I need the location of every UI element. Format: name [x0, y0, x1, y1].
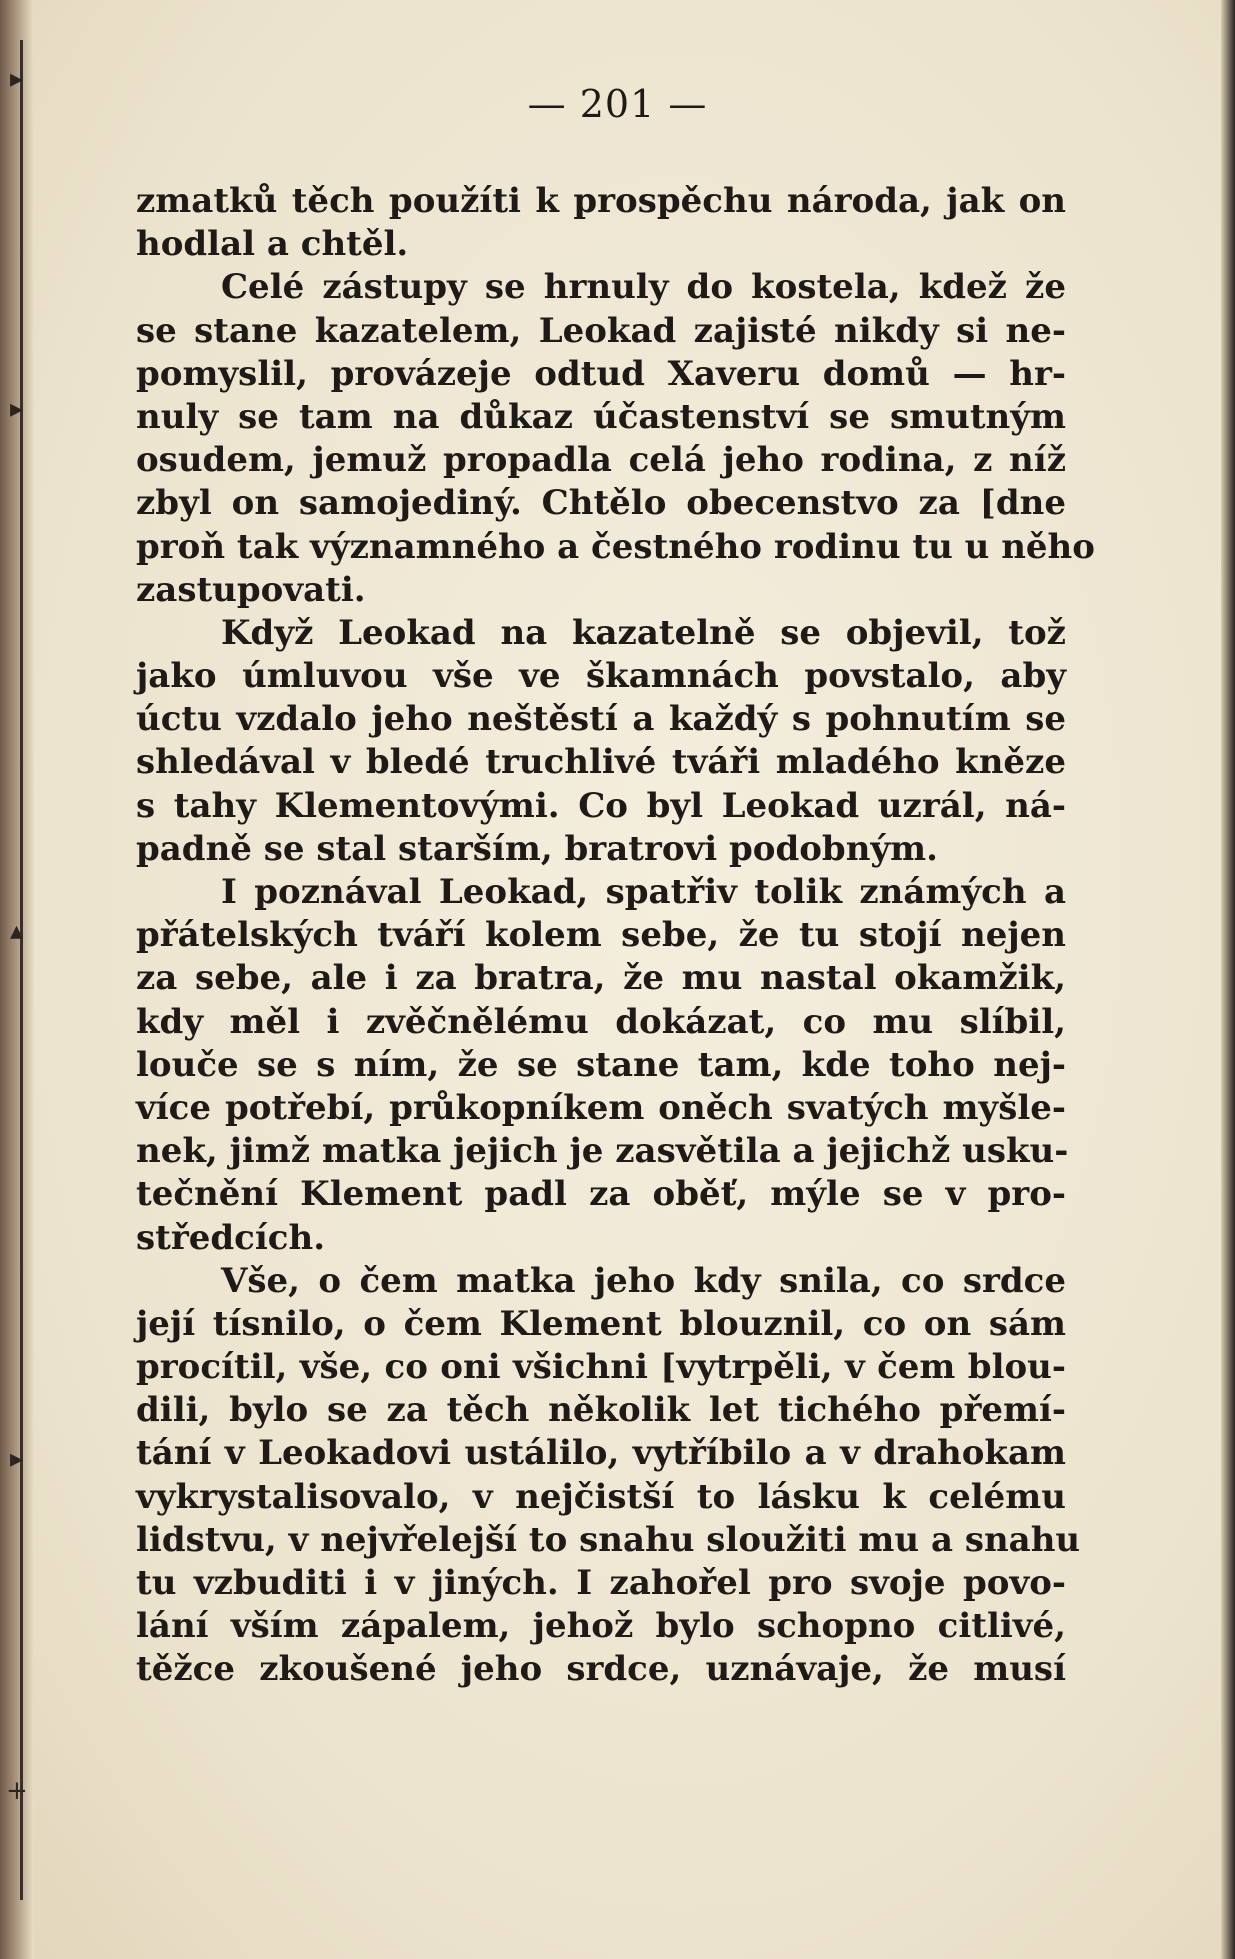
text-line: těžce zkoušené jeho srdce, uznávaje, že musí — [136, 1649, 1066, 1690]
book-binding — [0, 0, 34, 1959]
text-line: její tísnilo, o čem Klement blouznil, co on sám — [136, 1303, 1066, 1344]
text-line: s tahy Klementovými. Co byl Leokad uzrál, ná- — [136, 785, 1066, 826]
text-line: Celé zástupy se hrnuly do kostela, kdež že — [221, 267, 1066, 308]
binding-mark: ▸ — [10, 394, 24, 424]
text-line: tečnění Klement padl za oběť, mýle se v pro- — [136, 1174, 1066, 1215]
text-line: proň tak významného a čestného rodinu tu u něho — [136, 526, 1095, 567]
binding-mark: ▴ — [10, 916, 24, 946]
text-line: jako úmluvou vše ve škamnách povstalo, aby — [136, 656, 1066, 697]
text-line: nek, jimž matka jejich je zasvětila a jejichž usku- — [136, 1131, 1069, 1172]
binding-thread — [20, 40, 23, 1900]
binding-mark: + — [6, 1776, 28, 1806]
text-line: Když Leokad na kazatelně se objevil, tož — [221, 612, 1066, 653]
text-line: hodlal a chtěl. — [136, 224, 409, 265]
body-text — [136, 180, 1095, 1692]
text-line: Vše, o čem matka jeho kdy snila, co srdce — [221, 1260, 1066, 1301]
text-line: se stane kazatelem, Leokad zajisté nikdy si ne- — [136, 310, 1066, 351]
text-line: přátelských tváří kolem sebe, že tu stojí nejen — [136, 915, 1066, 956]
text-line: nuly se tam na důkaz účastenství se smutným — [136, 396, 1066, 437]
text-line: kdy měl i zvěčnělému dokázat, co mu slíbil, — [136, 1001, 1066, 1042]
text-line: lání vším zápalem, jehož bylo schopno citlivé, — [136, 1606, 1066, 1647]
text-line: osudem, jemuž propadla celá jeho rodina, z níž — [136, 440, 1066, 481]
text-line: středcích. — [136, 1217, 326, 1258]
text-line: za sebe, ale i za bratra, že mu nastal okamžik, — [136, 958, 1066, 999]
text-line: zbyl on samojediný. Chtělo obecenstvo za [dne — [136, 483, 1066, 524]
text-line: procítil, vše, co oni všichni [vytrpěli, v čem blou- — [136, 1347, 1066, 1388]
text-line: I poznával Leokad, spatřiv tolik známých a — [221, 872, 1066, 912]
text-line: pomyslil, provázeje odtud Xaveru domů — hr- — [136, 353, 1066, 394]
text-line: tu vzbuditi i v jiných. I zahořel pro svoje povo- — [136, 1563, 1066, 1603]
text-line: tání v Leokadovi ustálilo, vytříbilo a v drahokam — [136, 1433, 1066, 1474]
text-line: úctu vzdalo jeho neštěstí a každý s pohnutím se — [136, 699, 1066, 740]
binding-mark: ▸ — [10, 1444, 24, 1474]
text-line: shledával v bledé truchlivé tváři mladého kněze — [136, 742, 1066, 783]
text-line: vykrystalisovalo, v nejčistší to lásku k celému — [136, 1476, 1066, 1517]
page-number: — 201 — — [527, 82, 708, 126]
text-line: lidstvu, v nejvřelejší to snahu sloužiti mu a snahu — [136, 1519, 1081, 1560]
binding-mark: ▸ — [10, 64, 24, 94]
text-line: více potřebí, průkopníkem oněch svatých myšle- — [136, 1087, 1066, 1128]
text-line: louče se s ním, že se stane tam, kde toho nej- — [136, 1044, 1066, 1085]
text-line: padně se stal starším, bratrovi podobným. — [136, 828, 938, 869]
page-edge — [1221, 0, 1235, 1959]
text-line: zmatků těch použíti k prospěchu národa, jak on — [136, 181, 1066, 221]
text-line: zastupovati. — [136, 569, 366, 610]
text-line: dili, bylo se za těch několik let tichého přemí- — [136, 1390, 1066, 1431]
